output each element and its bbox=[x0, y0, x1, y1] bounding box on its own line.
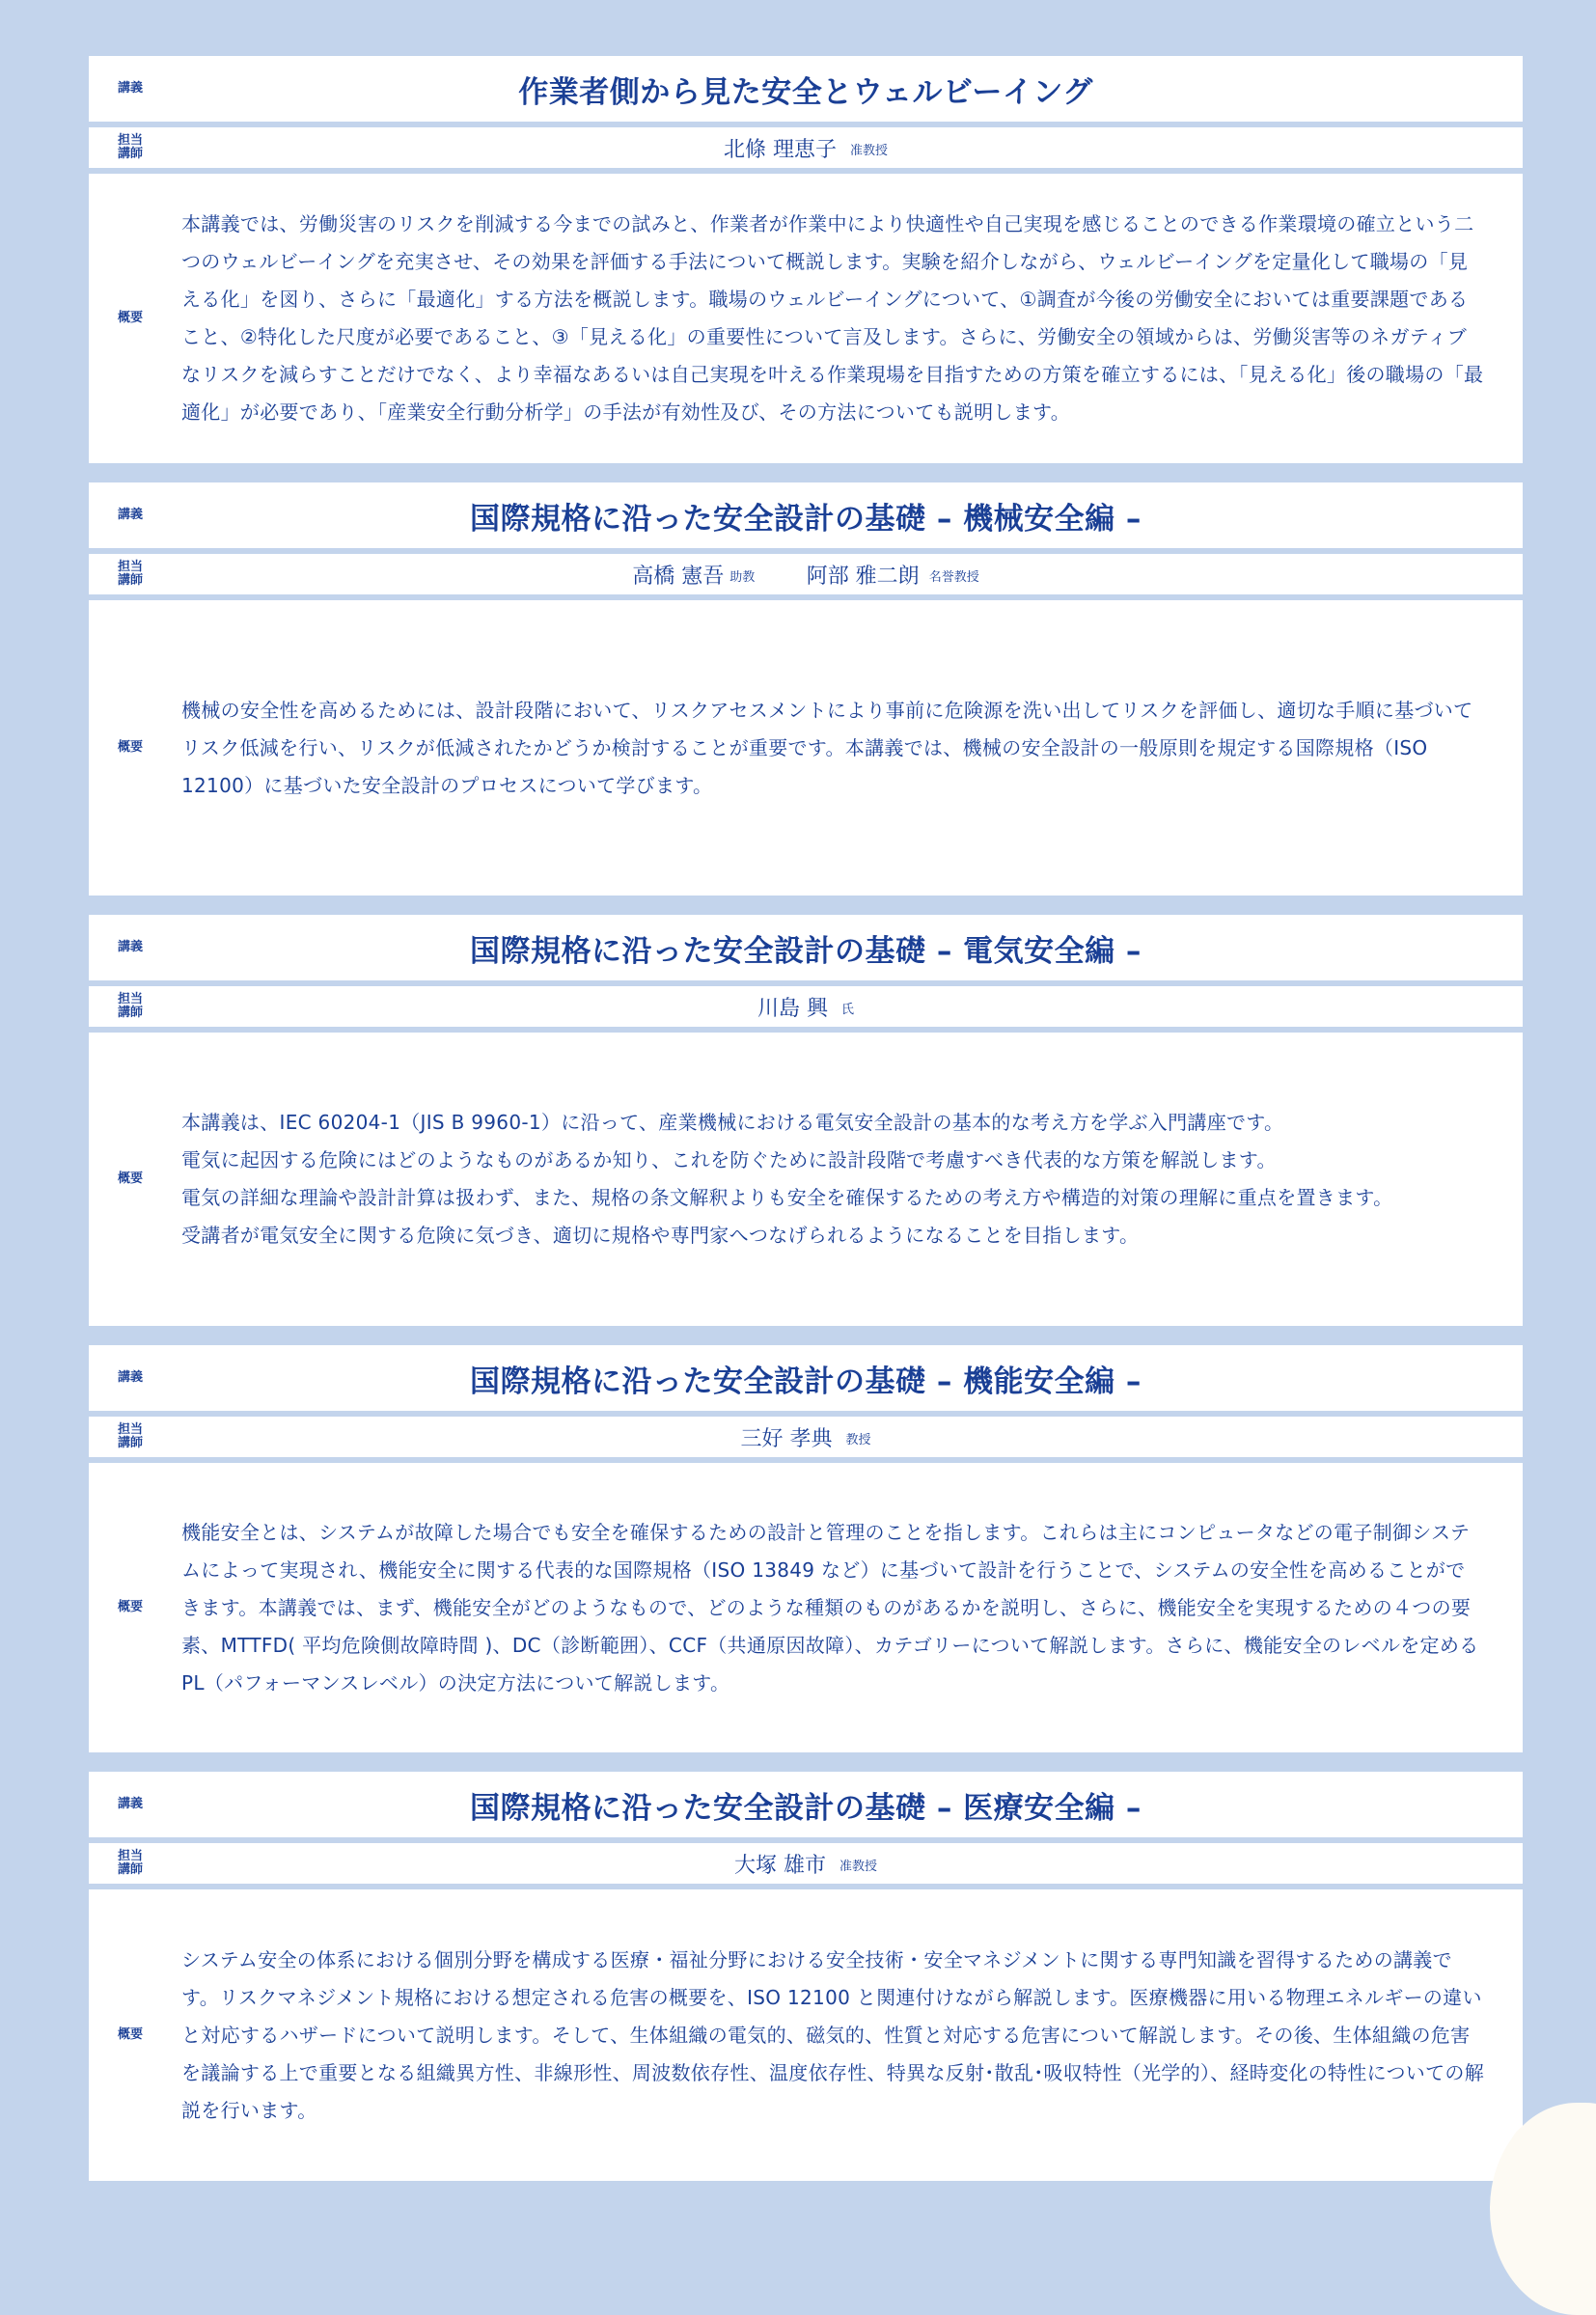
teacher-label-line: 講師 bbox=[117, 573, 143, 588]
teacher-row bbox=[89, 554, 1523, 594]
lecture-block bbox=[89, 915, 1523, 1326]
lecture-label: 講義 bbox=[117, 1797, 143, 1811]
teacher-label bbox=[89, 986, 172, 1027]
teacher-row bbox=[89, 1417, 1523, 1457]
lecture-label: 講義 bbox=[117, 508, 143, 522]
teacher-rank: 准教授 bbox=[839, 1859, 877, 1874]
summary-paragraph: 機能安全とは、システムが故障した場合でも安全を確保するための設計と管理のことを指します。これらは主にコンピュータなどの電子制御システムによって実現され、機能安全に関する代表的な国際規格（ISO 13849 など）に基づいて設計を行うことで、システムの安全性を高めることができます。本講義では、まず、機能安全がどのようなもので、どのような種類のものがあるかを説明し、さらに、機能安全を実現するための４つの要素、MTTFD( 平均危険側故障時間 )、DC（診断範囲）、CCF（共通原因故障）、カテゴリーについて解説します。さらに、機能安全のレベルを定める PL（パフォーマンスレベル）の決定方法について解説します。 bbox=[181, 1520, 1479, 1695]
teacher-label bbox=[89, 127, 172, 168]
lecture-title-row bbox=[89, 1772, 1523, 1837]
summary-paragraph: 電気に起因する危険にはどのようなものがあるか知り、これを防ぐために設計段階で考慮すべき代表的な方策を解説します。 bbox=[181, 1148, 1277, 1171]
summary-paragraph: 受講者が電気安全に関する危険に気づき、適切に規格や専門家へつなげられるようになることを目指します。 bbox=[181, 1224, 1140, 1247]
lecture-block bbox=[89, 56, 1523, 463]
lecture-title: 国際規格に沿った安全設計の基礎 – 電気安全編 – bbox=[470, 933, 1142, 969]
teacher-rank: 名誉教授 bbox=[928, 569, 979, 585]
teacher-label-line: 講師 bbox=[117, 1006, 143, 1020]
teacher-label-line: 講師 bbox=[117, 1862, 143, 1877]
teacher-label bbox=[89, 554, 172, 594]
summary-paragraph: 本講義は、IEC 60204-1（JIS B 9960-1）に沿って、産業機械における電気安全設計の基本的な考え方を学ぶ入門講座です。 bbox=[181, 1111, 1284, 1134]
summary-row bbox=[89, 1463, 1523, 1752]
lecture-label: 講義 bbox=[117, 81, 143, 96]
summary-label: 概要 bbox=[117, 1600, 143, 1614]
lecture-title: 作業者側から見た安全とウェルビーイング bbox=[518, 74, 1093, 110]
decorative-shape bbox=[1509, 2122, 1567, 2180]
teacher-name: 大塚 雄市 bbox=[733, 1853, 826, 1878]
teacher-label-line: 担当 bbox=[117, 1849, 143, 1863]
summary-row bbox=[89, 1033, 1523, 1326]
lecture-title-row bbox=[89, 1345, 1523, 1411]
lecture-block bbox=[89, 1772, 1523, 2181]
teacher-label-line: 講師 bbox=[117, 147, 143, 161]
summary-label: 概要 bbox=[117, 311, 143, 325]
lecture-block bbox=[89, 1345, 1523, 1752]
teacher-label-line: 担当 bbox=[117, 560, 143, 574]
teacher-label bbox=[89, 1417, 172, 1457]
summary-paragraph: 本講義では、労働災害のリスクを削減する今までの試みと、作業者が作業中により快適性や自己実現を感じることのできる作業環境の確立という二つのウェルビーイングを充実させ、その効果を評価する手法について概説します。実験を紹介しながら、ウェルビーイングを定量化して職場の「見える化」を図り、さらに「最適化」する方法を概説します。職場のウェルビーイングについて、①調査が今後の労働安全においては重要課題であること、②特化した尺度が必要であること、③「見える化」の重要性について言及します。さらに、労働安全の領域からは、労働災害等のネガティブなリスクを減らすことだけでなく、より幸福なあるいは自己実現を叶える作業現場を目指すための方策を確立するには、「見える化」後の職場の「最適化」が必要であり、「産業安全行動分析学」の手法が有効性及び、その方法についても説明します。 bbox=[181, 212, 1484, 424]
teacher-label-line: 担当 bbox=[117, 133, 143, 148]
teacher-rank: 准教授 bbox=[849, 143, 888, 158]
summary-text bbox=[181, 206, 1484, 431]
summary-paragraph: システム安全の体系における個別分野を構成する医療・福祉分野における安全技術・安全マネジメントに関する専門知識を習得するための講義です。リスクマネジメント規格における想定される危害の概要を、ISO 12100 と関連付けながら解説します。医療機器に用いる物理エネルギーの違いと対応するハザードについて説明します。そして、生体組織の電気的、磁気的、性質と対応する危害について解説します。その後、生体組織の危害を議論する上で重要となる組織異方性、非線形性、周波数依存性、温度依存性、特異な反射･散乱･吸収特性（光学的）、経時変化の特性についての解説を行います。 bbox=[181, 1947, 1484, 2122]
teacher-label bbox=[89, 1843, 172, 1884]
summary-text bbox=[181, 1104, 1392, 1254]
summary-row bbox=[89, 174, 1523, 463]
teacher-label-line: 担当 bbox=[117, 1422, 143, 1437]
teacher-rank: 氏 bbox=[840, 1002, 854, 1017]
teacher-name: 北條 理恵子 bbox=[723, 137, 837, 162]
summary-text bbox=[181, 1514, 1484, 1702]
lecture-title: 国際規格に沿った安全設計の基礎 – 医療安全編 – bbox=[470, 1790, 1142, 1826]
summary-paragraph: 機械の安全性を高めるためには、設計段階において、リスクアセスメントにより事前に危険源を洗い出してリスクを評価し、適切な手順に基づいてリスク低減を行い、リスクが低減されたかどうか検討することが重要です。本講義では、機械の安全設計の一般原則を規定する国際規格（ISO 12100）に基づいた安全設計のプロセスについて学びます。 bbox=[181, 698, 1473, 797]
teacher-list bbox=[89, 1422, 1523, 1452]
teacher-row bbox=[89, 127, 1523, 168]
teacher-list bbox=[89, 133, 1523, 163]
teacher-rank: 教授 bbox=[845, 1432, 871, 1447]
teacher-name: 阿部 雅二朗 bbox=[806, 564, 920, 589]
teacher-label-line: 講師 bbox=[117, 1436, 143, 1450]
summary-label: 概要 bbox=[117, 740, 143, 755]
summary-text bbox=[181, 1942, 1484, 2130]
teacher-row bbox=[89, 986, 1523, 1027]
lecture-label: 講義 bbox=[117, 1370, 143, 1385]
summary-label: 概要 bbox=[117, 2027, 143, 2042]
lecture-label: 講義 bbox=[117, 940, 143, 954]
teacher-name: 高橋 憲吾 bbox=[632, 564, 725, 589]
teacher-row bbox=[89, 1843, 1523, 1884]
lecture-title: 国際規格に沿った安全設計の基礎 – 機能安全編 – bbox=[470, 1364, 1142, 1399]
teacher-label-line: 担当 bbox=[117, 992, 143, 1006]
summary-paragraph: 電気の詳細な理論や設計計算は扱わず、また、規格の条文解釈よりも安全を確保するための考え方や構造的対策の理解に重点を置きます。 bbox=[181, 1186, 1393, 1209]
lecture-title: 国際規格に沿った安全設計の基礎 – 機械安全編 – bbox=[470, 501, 1142, 537]
lecture-block bbox=[89, 482, 1523, 896]
lecture-title-row bbox=[89, 915, 1523, 980]
teacher-rank: 助教 bbox=[729, 569, 756, 585]
summary-text bbox=[181, 692, 1484, 805]
lecture-title-row bbox=[89, 482, 1523, 548]
teacher-name: 川島 興 bbox=[757, 996, 828, 1021]
summary-row bbox=[89, 600, 1523, 896]
summary-label: 概要 bbox=[117, 1171, 143, 1186]
teacher-list bbox=[89, 1849, 1523, 1879]
teacher-list bbox=[89, 560, 1523, 590]
lecture-title-row bbox=[89, 56, 1523, 122]
teacher-list bbox=[89, 992, 1523, 1022]
summary-row bbox=[89, 1889, 1523, 2181]
teacher-name: 三好 孝典 bbox=[740, 1426, 833, 1451]
lecture-list bbox=[89, 56, 1523, 2200]
